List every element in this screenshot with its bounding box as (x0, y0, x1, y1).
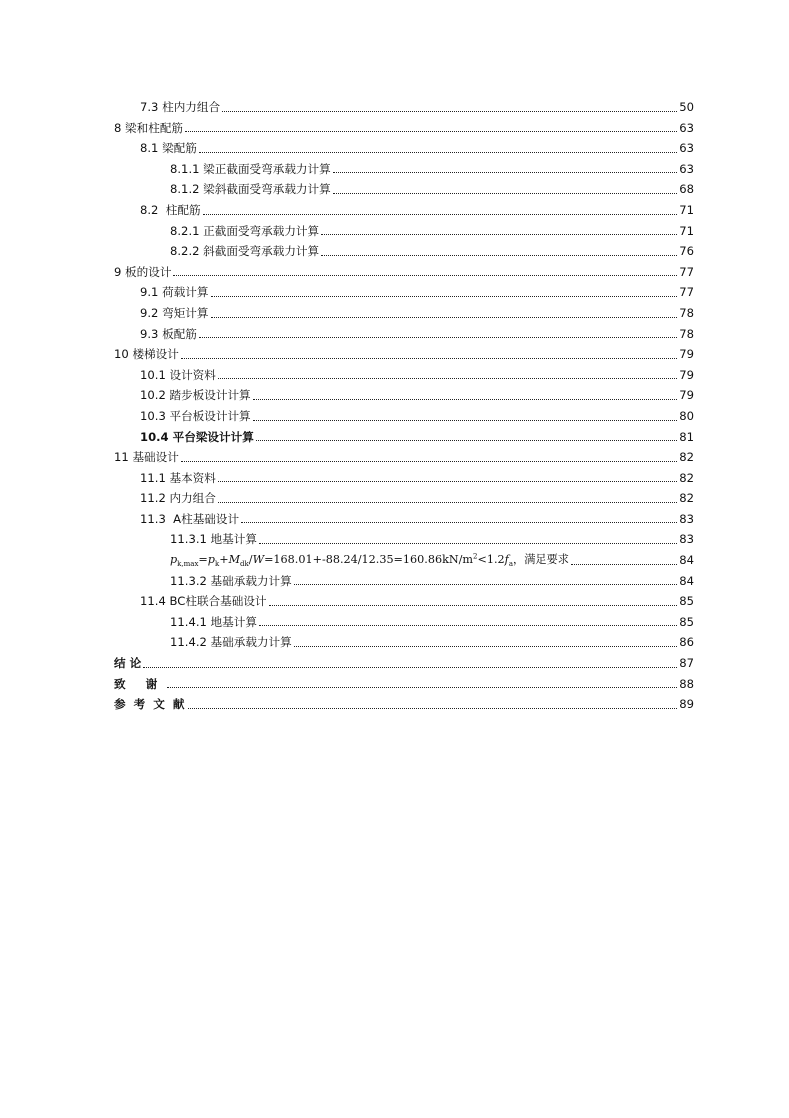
toc-entry-title: 11.3.2 基础承载力计算 (170, 571, 294, 592)
toc-entry-title: 10 楼梯设计 (114, 344, 181, 365)
toc-entry-page: 84 (679, 573, 694, 588)
toc-entry-page: 63 (679, 120, 694, 135)
toc-entry[interactable] (114, 138, 694, 159)
toc-entry-page: 87 (679, 656, 694, 671)
toc-entry[interactable] (114, 591, 694, 612)
toc-entry-page: 89 (679, 697, 694, 712)
toc-entry-page: 63 (679, 141, 694, 156)
toc-entry-page: 83 (679, 511, 694, 526)
dot-leader (218, 488, 677, 509)
toc-entry-page: 84 (679, 553, 694, 568)
toc-entry-title: 11.3 A柱基础设计 (140, 509, 241, 530)
toc-entry[interactable] (114, 406, 694, 427)
toc-entry[interactable] (114, 179, 694, 200)
toc-entry[interactable] (114, 303, 694, 324)
toc-entry-title: 10.1 设计资料 (140, 365, 218, 386)
toc-entry-title: 11.4 BC柱联合基础设计 (140, 591, 269, 612)
toc-entry-page: 77 (679, 285, 694, 300)
toc-entry-title: 9.3 板配筋 (140, 324, 199, 345)
toc-entry-title: 8.1 梁配筋 (140, 138, 199, 159)
dot-leader (259, 529, 677, 550)
dot-leader (294, 632, 678, 653)
dot-leader (333, 159, 678, 180)
toc-entry-page: 83 (679, 532, 694, 547)
toc-entry-page: 79 (679, 388, 694, 403)
toc-entry[interactable] (114, 262, 694, 283)
toc-entry-page: 82 (679, 491, 694, 506)
toc-entry-page: 76 (679, 244, 694, 259)
toc-entry-page: 50 (679, 100, 694, 114)
toc-entry-title: 致 谢 (114, 674, 167, 695)
toc-entry-title: 11 基础设计 (114, 447, 181, 468)
toc-entry-title: $p_{k,max}=p_k+M_{dk}/W=168.01+-88.24/12.35=160.86kN/m^2<1.2f_a$，满足要求 (170, 550, 571, 571)
toc-entry-page: 79 (679, 367, 694, 382)
toc-entry[interactable] (114, 118, 694, 139)
toc-entry-title: 11.4.2 基础承载力计算 (170, 632, 294, 653)
dot-leader (211, 282, 678, 303)
toc-entry-page: 77 (679, 264, 694, 279)
dot-leader (253, 406, 678, 427)
toc-entry-title: 8 梁和柱配筋 (114, 118, 185, 139)
toc-entry-title: 8.1.1 梁正截面受弯承载力计算 (170, 159, 333, 180)
toc-entry[interactable] (114, 694, 694, 715)
toc-entry-title: 结 论 (114, 653, 143, 674)
toc-entry[interactable] (114, 488, 694, 509)
dot-leader (269, 591, 678, 612)
toc-entry-formula[interactable] (114, 550, 694, 571)
toc-entry[interactable] (114, 97, 694, 118)
dot-leader (181, 344, 677, 365)
dot-leader (203, 200, 678, 221)
toc-entry-page: 78 (679, 305, 694, 320)
dot-leader (218, 365, 677, 386)
toc-entry-page: 78 (679, 326, 694, 341)
toc-entry[interactable] (114, 282, 694, 303)
toc-entry-page: 68 (679, 182, 694, 197)
toc-entry[interactable] (114, 385, 694, 406)
toc-entry-title: 11.1 基本资料 (140, 468, 218, 489)
toc-entry[interactable] (114, 674, 694, 695)
dot-leader (181, 447, 677, 468)
toc-entry-title: 9.2 弯矩计算 (140, 303, 211, 324)
toc-entry-page: 86 (679, 635, 694, 650)
toc-entry-page: 71 (679, 223, 694, 238)
toc-entry-title: 9.1 荷载计算 (140, 282, 211, 303)
dot-leader (259, 612, 677, 633)
toc-entry[interactable] (114, 612, 694, 633)
toc-entry-title: 11.4.1 地基计算 (170, 612, 259, 633)
toc-entry[interactable] (114, 324, 694, 345)
dot-leader (333, 179, 678, 200)
toc-entry[interactable] (114, 344, 694, 365)
dot-leader (321, 241, 677, 262)
toc-entry-page: 81 (679, 429, 694, 444)
dot-leader (211, 303, 678, 324)
dot-leader (143, 653, 677, 674)
toc-entry-title: 8.1.2 梁斜截面受弯承载力计算 (170, 179, 333, 200)
dot-leader (185, 118, 677, 139)
dot-leader (173, 262, 677, 283)
dot-leader (241, 509, 677, 530)
toc-entry[interactable] (114, 221, 694, 242)
toc-entry-title: 9 板的设计 (114, 262, 173, 283)
dot-leader (199, 324, 677, 345)
toc-entry-page: 85 (679, 594, 694, 609)
toc-entry-page: 82 (679, 450, 694, 465)
toc-entry-title: 10.2 踏步板设计计算 (140, 385, 253, 406)
toc-entry[interactable] (114, 529, 694, 550)
toc-entry[interactable] (114, 653, 694, 674)
toc-entry-page: 88 (679, 676, 694, 691)
table-of-contents (114, 97, 694, 715)
toc-entry-title: 11.2 内力组合 (140, 488, 218, 509)
toc-entry-title: 参 考 文 献 (114, 694, 188, 715)
toc-entry[interactable] (114, 159, 694, 180)
toc-entry-page: 85 (679, 614, 694, 629)
toc-entry[interactable] (114, 468, 694, 489)
toc-entry-page: 79 (679, 347, 694, 362)
toc-entry-title: 8.2 柱配筋 (140, 200, 203, 221)
toc-entry-title: 10.3 平台板设计计算 (140, 406, 253, 427)
toc-entry[interactable] (114, 241, 694, 262)
toc-entry[interactable] (114, 571, 694, 592)
dot-leader (199, 138, 677, 159)
toc-entry[interactable] (114, 365, 694, 386)
toc-entry-title: 8.2.1 正截面受弯承载力计算 (170, 221, 321, 242)
toc-entry-page: 82 (679, 470, 694, 485)
toc-entry-title: 11.3.1 地基计算 (170, 529, 259, 550)
toc-entry-page: 63 (679, 161, 694, 176)
toc-entry[interactable] (114, 632, 694, 653)
toc-entry-page: 80 (679, 408, 694, 423)
dot-leader (256, 427, 677, 448)
toc-entry[interactable] (114, 427, 694, 448)
toc-entry-title: 7.3 柱内力组合 (140, 97, 222, 118)
toc-entry[interactable] (114, 447, 694, 468)
toc-entry-title: 8.2.2 斜截面受弯承载力计算 (170, 241, 321, 262)
dot-leader (321, 221, 677, 242)
dot-leader (222, 97, 677, 118)
dot-leader (218, 468, 677, 489)
dot-leader (253, 385, 678, 406)
toc-entry[interactable] (114, 200, 694, 221)
dot-leader (294, 571, 678, 592)
dot-leader (571, 550, 677, 571)
toc-entry[interactable] (114, 509, 694, 530)
toc-entry-page: 71 (679, 202, 694, 217)
dot-leader (188, 694, 677, 715)
toc-entry-title: 10.4 平台梁设计计算 (140, 427, 256, 448)
dot-leader (167, 674, 677, 695)
